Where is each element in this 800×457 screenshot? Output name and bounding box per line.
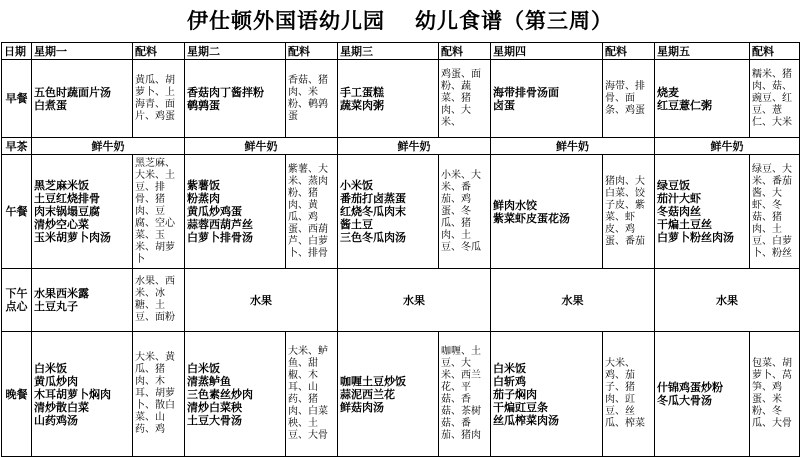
breakfast-row bbox=[2, 60, 800, 138]
breakfast-dish-thu: 海带排骨汤面 卤蛋 bbox=[491, 60, 603, 138]
dinner-dish-thu: 白米饭 白斩鸡 茄子焖肉 干煸豇豆条 丝瓜榨菜肉汤 bbox=[491, 332, 603, 457]
breakfast-ingredients-wed: 鸡蛋、面粉、蔬菜、猪肉、大米、 bbox=[439, 60, 491, 138]
lunch-ingredients-thu: 猪肉、大白菜、饺子皮、紫菜、虾皮、鸡蛋、番茄 bbox=[603, 155, 655, 269]
lunch-ingredients-fri: 绿豆、大米、番茄酱、大虾、冬菇、猪肉、土豆、白萝卜、粉丝 bbox=[750, 155, 800, 269]
lunch-ingredients-wed: 小米、大米、番茄、鸡蛋、冬瓜、猪肉、土豆、冬瓜 bbox=[439, 155, 491, 269]
header-row bbox=[2, 43, 800, 60]
breakfast-ingredients-mon: 黄瓜、胡萝卜、上海青、面片、鸡蛋 bbox=[133, 60, 185, 138]
breakfast-ingredients-fri: 糯米、猪肉、菇、豌豆、红豆、薏仁、大米 bbox=[750, 60, 800, 138]
lunch-dish-thu: 鲜肉水饺 紫菜虾皮蛋花汤 bbox=[491, 155, 603, 269]
dinner-ingredients-mon: 大米、黄瓜、猪肉、木耳、胡萝卜、散白菜、山药、鸡 bbox=[133, 332, 185, 457]
snack-ingredients-mon: 水果、西米、冰糖、土豆、面粉 bbox=[133, 269, 185, 332]
meal-label-dinner: 晚餐 bbox=[2, 332, 32, 457]
breakfast-dish-wed: 手工蛋糕 蔬菜肉粥 bbox=[338, 60, 439, 138]
breakfast-dish-fri: 烧麦 红豆薏仁粥 bbox=[655, 60, 750, 138]
menu-subtitle: 幼儿食谱（第三周） bbox=[415, 9, 613, 33]
weekly-menu-table bbox=[1, 42, 800, 457]
meal-label-breakfast: 早餐 bbox=[2, 60, 32, 138]
meal-label-snack: 下午 点心 bbox=[2, 269, 32, 332]
dinner-ingredients-tue: 大米、鲈鱼、甜椒、木耳、山药、猪肉、白菜秧、土豆、大骨 bbox=[286, 332, 338, 457]
school-name: 伊仕顿外国语幼儿园 bbox=[187, 9, 385, 33]
meal-label-lunch: 午餐 bbox=[2, 155, 32, 269]
lunch-ingredients-mon: 黑芝麻、大米、土豆、排骨、猪肉、豆腐、空心菜、玉米、胡萝卜 bbox=[133, 155, 185, 269]
breakfast-dish-mon: 五色时蔬面片汤 白煮蛋 bbox=[32, 60, 133, 138]
day-header-fri: 星期五 bbox=[655, 43, 750, 60]
snack-dish-mon: 水果西米露 土豆丸子 bbox=[32, 269, 133, 332]
dinner-ingredients-wed: 咖喱、土豆、大米、西兰花、平菇、香菇、茶树菇、番茄、猪肉 bbox=[439, 332, 491, 457]
dinner-ingredients-thu: 大米、鸡、茄子、猪肉、豇豆、丝瓜、榨菜 bbox=[603, 332, 655, 457]
morning-tea-fri: 鲜牛奶 bbox=[655, 138, 800, 155]
dinner-dish-wed: 咖喱土豆炒饭 蒜泥西兰花 鲜菇肉汤 bbox=[338, 332, 439, 457]
breakfast-ingredients-tue: 香菇、猪肉、米粉、鹌鹑蛋 bbox=[286, 60, 338, 138]
snack-fruit-wed: 水果 bbox=[338, 269, 491, 332]
snack-fruit-thu: 水果 bbox=[491, 269, 655, 332]
ingredients-header: 配料 bbox=[286, 43, 338, 60]
ingredients-header: 配料 bbox=[133, 43, 185, 60]
morning-tea-row bbox=[2, 138, 800, 155]
morning-tea-thu: 鲜牛奶 bbox=[491, 138, 655, 155]
lunch-dish-tue: 紫薯饭 粉蒸肉 黄瓜炒鸡蛋 蒜蓉西葫芦丝 白萝卜排骨汤 bbox=[185, 155, 286, 269]
dinner-ingredients-fri: 包菜、胡萝卜、莴笋、鸡蛋、米粉、冬瓜、大骨 bbox=[750, 332, 800, 457]
morning-tea-mon: 鲜牛奶 bbox=[32, 138, 185, 155]
ingredients-header: 配料 bbox=[603, 43, 655, 60]
meal-label-morning-tea: 早茶 bbox=[2, 138, 32, 155]
morning-tea-tue: 鲜牛奶 bbox=[185, 138, 338, 155]
snack-row bbox=[2, 269, 800, 332]
lunch-dish-fri: 绿豆饭 茄汁大虾 冬菇肉丝 干煸土豆丝 白萝卜粉丝肉汤 bbox=[655, 155, 750, 269]
lunch-ingredients-tue: 紫薯、大米、蒸肉粉、猪肉、黄瓜、鸡蛋、西葫芦、白萝卜、排骨 bbox=[286, 155, 338, 269]
ingredients-header: 配料 bbox=[750, 43, 800, 60]
page-title bbox=[0, 0, 800, 42]
day-header-wed: 星期三 bbox=[338, 43, 439, 60]
date-header: 日期 bbox=[2, 43, 32, 60]
dinner-dish-tue: 白米饭 清蒸鲈鱼 三色素丝炒肉 清炒白菜秧 土豆大骨汤 bbox=[185, 332, 286, 457]
ingredients-header: 配料 bbox=[439, 43, 491, 60]
day-header-tue: 星期二 bbox=[185, 43, 286, 60]
snack-fruit-tue: 水果 bbox=[185, 269, 338, 332]
day-header-mon: 星期一 bbox=[32, 43, 133, 60]
breakfast-dish-tue: 香菇肉丁酱拌粉 鹌鹑蛋 bbox=[185, 60, 286, 138]
dinner-row bbox=[2, 332, 800, 457]
lunch-row bbox=[2, 155, 800, 269]
lunch-dish-mon: 黑芝麻米饭 土豆红烧排骨 肉末锅塌豆腐 清炒空心菜 玉米胡萝卜肉汤 bbox=[32, 155, 133, 269]
dinner-dish-mon: 白米饭 黄瓜炒肉 木耳胡萝卜焖肉 清炒散白菜 山药鸡汤 bbox=[32, 332, 133, 457]
breakfast-ingredients-thu: 海带、排骨、面条、鸡蛋 bbox=[603, 60, 655, 138]
morning-tea-wed: 鲜牛奶 bbox=[338, 138, 491, 155]
day-header-thu: 星期四 bbox=[491, 43, 603, 60]
dinner-dish-fri: 什锦鸡蛋炒粉 冬瓜大骨汤 bbox=[655, 332, 750, 457]
lunch-dish-wed: 小米饭 番茄打卤蒸蛋 红烧冬瓜肉末 酱土豆 三色冬瓜肉汤 bbox=[338, 155, 439, 269]
snack-fruit-fri: 水果 bbox=[655, 269, 800, 332]
